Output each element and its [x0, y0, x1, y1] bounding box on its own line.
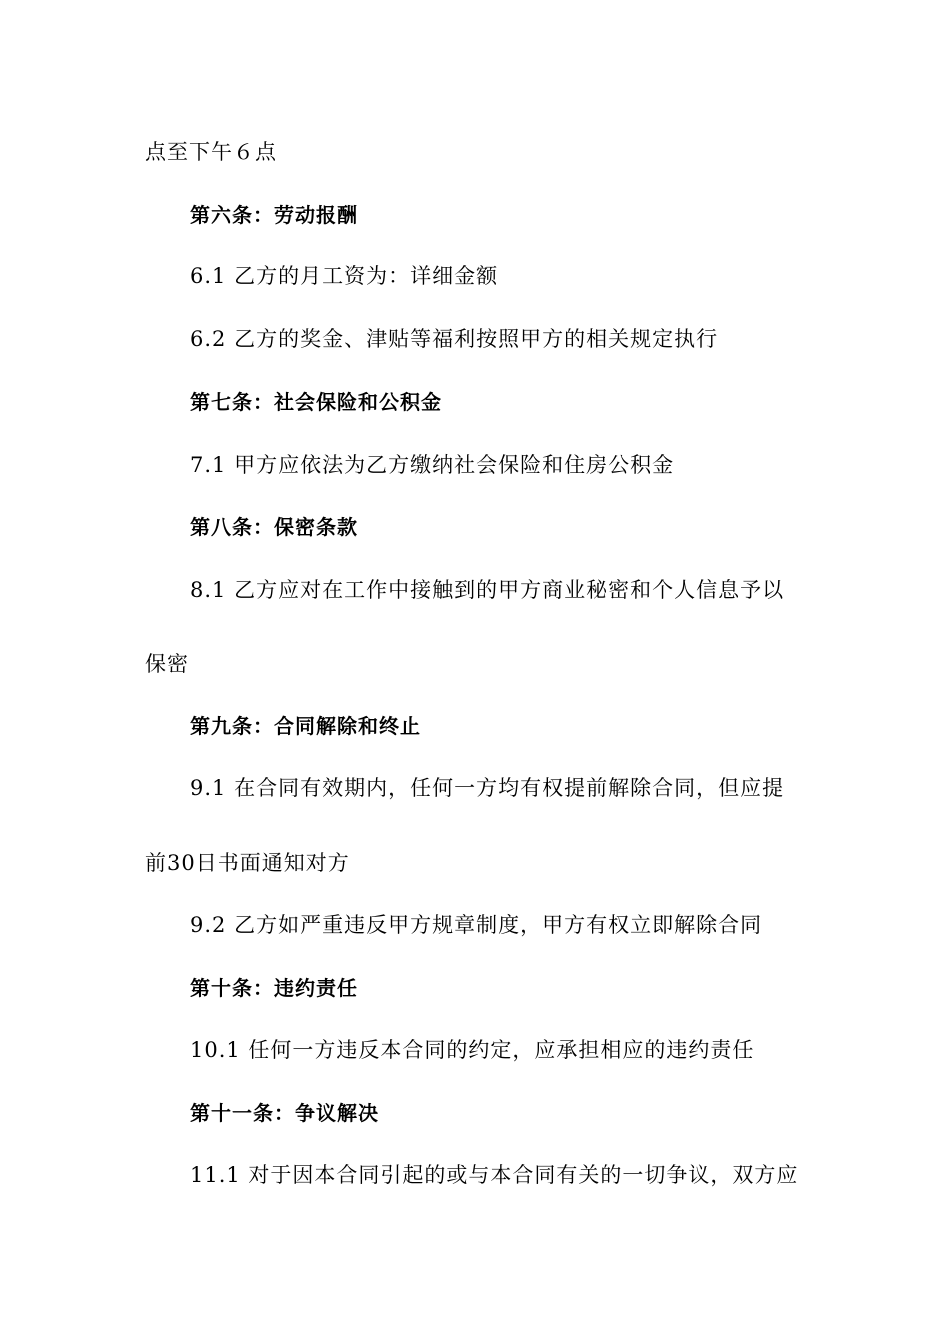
clause-9-2: 9.2 乙方如严重违反甲方规章制度，甲方有权立即解除合同 [190, 913, 763, 937]
article-heading-7: 第七条：社会保险和公积金 [190, 390, 442, 414]
clause-8-1: 8.1 乙方应对在工作中接触到的甲方商业秘密和个人信息予以 [190, 578, 785, 602]
clause-6-1: 6.1 乙方的月工资为：详细金额 [190, 264, 499, 288]
article-heading-9: 第九条：合同解除和终止 [190, 714, 421, 738]
paragraph-continuation: 前30日书面通知对方 [145, 851, 350, 875]
article-heading-10: 第十条：违约责任 [190, 976, 358, 1000]
article-heading-8: 第八条：保密条款 [190, 515, 358, 539]
paragraph-continuation: 点至下午６点 [145, 140, 277, 164]
clause-6-2: 6.2 乙方的奖金、津贴等福利按照甲方的相关规定执行 [190, 327, 719, 351]
clause-11-1: 11.1 对于因本合同引起的或与本合同有关的一切争议，双方应 [190, 1163, 799, 1187]
clause-7-1: 7.1 甲方应依法为乙方缴纳社会保险和住房公积金 [190, 453, 675, 477]
paragraph-continuation: 保密 [145, 652, 189, 676]
article-heading-11: 第十一条：争议解决 [190, 1101, 379, 1125]
clause-9-1: 9.1 在合同有效期内，任何一方均有权提前解除合同，但应提 [190, 776, 785, 800]
article-heading-6: 第六条：劳动报酬 [190, 203, 358, 227]
clause-10-1: 10.1 任何一方违反本合同的约定，应承担相应的违约责任 [190, 1038, 755, 1062]
